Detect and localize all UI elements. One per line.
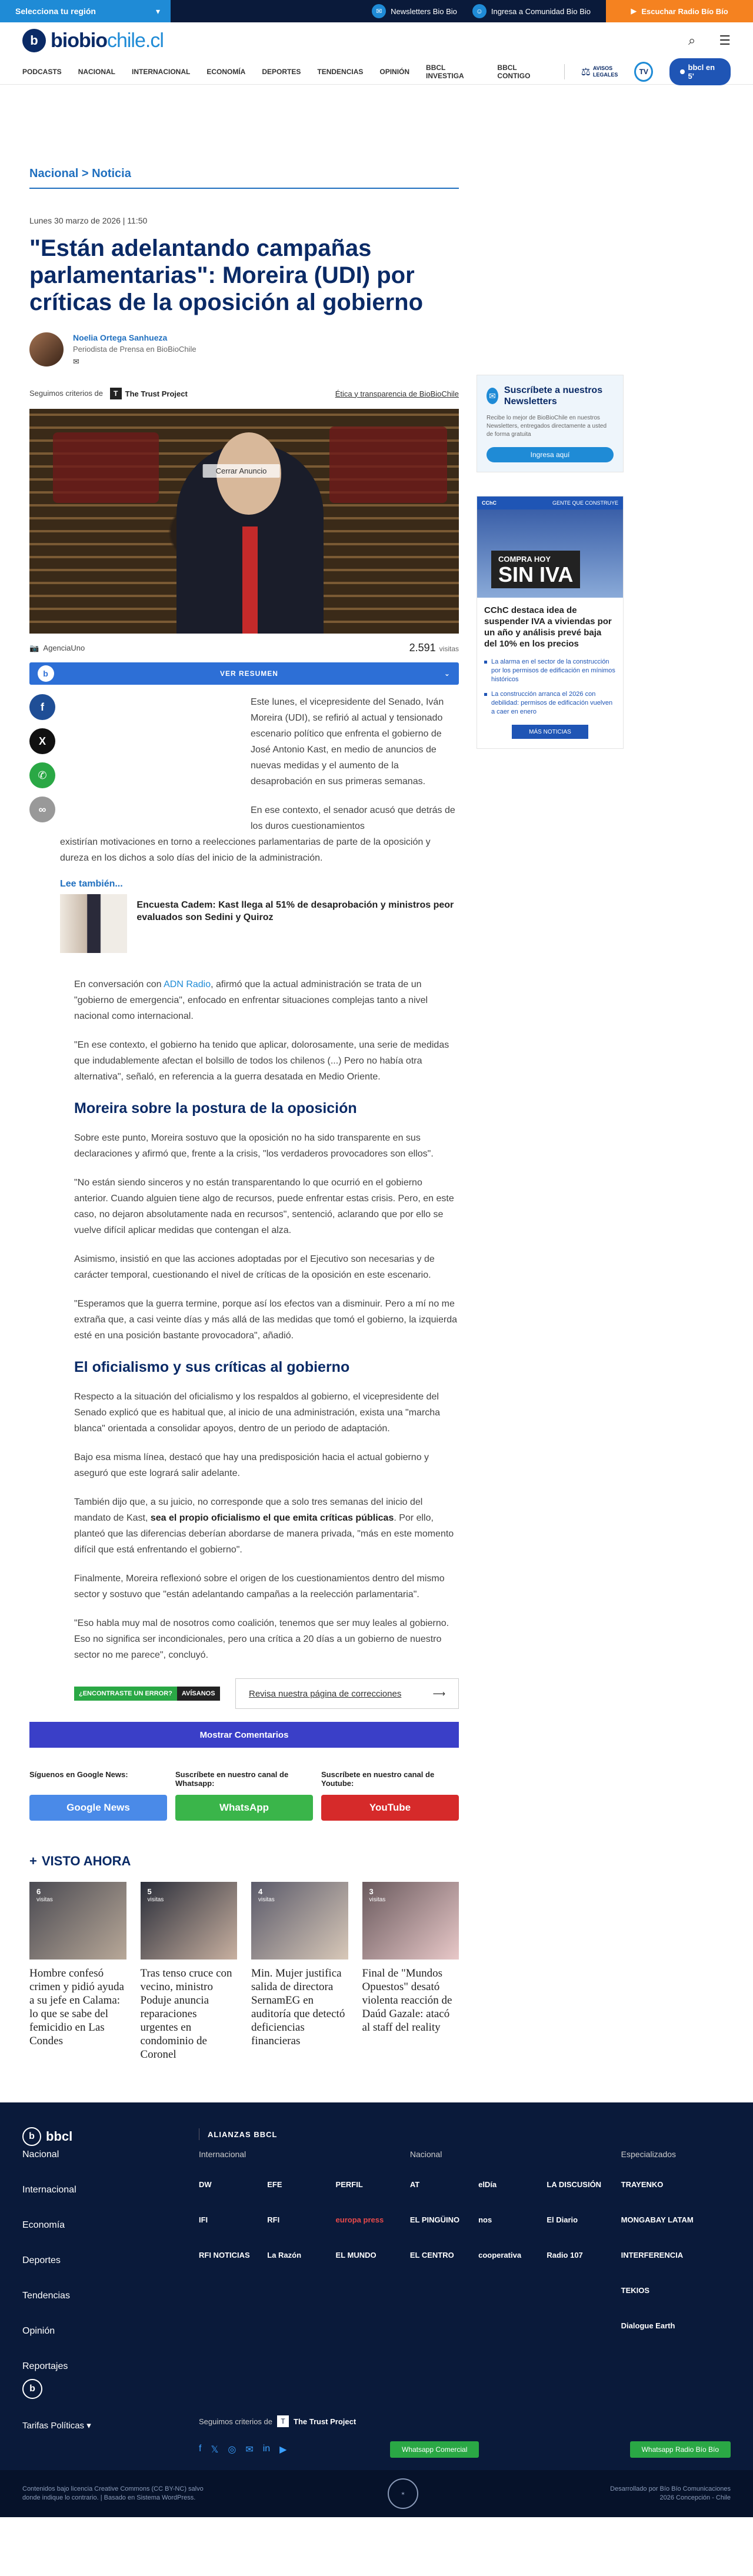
footer-menu (22, 2150, 199, 2397)
cchc-list-item[interactable]: La construcción arranca el 2026 con debilidad: permisos de edificación vuelven a caer en enero (484, 690, 616, 717)
site-header (0, 22, 753, 85)
search-icon[interactable]: ⌕ (688, 33, 696, 48)
visto-count-label: visitas (258, 1897, 275, 1903)
hero-bg-right (329, 426, 447, 503)
cchc-tagline: GENTE QUE CONSTRUYE (552, 500, 618, 506)
youtube-icon[interactable]: ▶ (279, 2445, 287, 2455)
tarifas-label: Tarifas Políticas (22, 2421, 85, 2431)
nav-item-internacional[interactable]: INTERNACIONAL (132, 68, 191, 76)
partner-logo[interactable]: MONGABAY LATAM (621, 2215, 694, 2224)
visto-count (258, 1888, 275, 1904)
partner-logo[interactable]: nos (478, 2215, 492, 2224)
footer-legal (0, 2470, 753, 2517)
region-label: Selecciona tu región (15, 6, 96, 16)
partner-logo[interactable]: IFI (199, 2215, 208, 2224)
corrections-link[interactable] (235, 1678, 459, 1709)
partner-logo[interactable]: LA DISCUSIÓN (547, 2180, 602, 2189)
main-nav (0, 59, 753, 85)
p3-pre: En conversación con (74, 979, 164, 989)
read-also-thumbnail (60, 894, 127, 953)
visto-count (369, 1888, 386, 1904)
view-count (409, 642, 459, 654)
visto-thumbnail (29, 1882, 126, 1960)
play-icon: ▶ (631, 6, 637, 15)
bbcl-logo-icon: b (38, 665, 54, 682)
partner-logo[interactable]: DW (199, 2180, 212, 2189)
p11-a: También dijo que, a su juicio, no corresponde que a solo tres semanas del inicio del mandato de Kast, (74, 1497, 423, 1523)
cchc-more-news-button[interactable]: MÁS NOTICIAS (512, 725, 588, 739)
nav-item-tendencias[interactable]: TENDENCIAS (317, 68, 364, 76)
corrections-label: Revisa nuestra página de correcciones (249, 1688, 402, 1699)
visto-headline: Tras tenso cruce con vecino, ministro Poduje anuncia reparaciones urgentes en condominio de Coronel (140, 1967, 232, 2061)
logo-text (51, 29, 164, 52)
partner-logo[interactable]: Radio 107 (547, 2250, 583, 2260)
facebook-icon[interactable]: f (199, 2444, 202, 2454)
newsletter-text: Recibe lo mejor de BioBioChile en nuestros Newsletters, entregados directamente a usted de forma gratuita (487, 415, 607, 438)
visto-count-label: visitas (369, 1897, 386, 1903)
visto-headline: Min. Mujer justifica salida de directora SernamEG en auditoría que detectó deficiencias financieras (251, 1967, 345, 2047)
paragraph: Respecto a la situación del oficialismo y los respaldos al gobierno, el vicepresidente del Senado explicó que es habitual que, al inicio de una administración, exista una "marcha blanca" orientada a consolidar apoyos, dentro de un periodo de adaptación. (74, 1392, 441, 1434)
paragraph: "Esperamos que la guerra termine, porque así los efectos van a disminuir. Pero a mí no me extraña que, a casi veinte días y más allá de las medidas que tomó el gobierno, la izquierda esté en una posición bastante provocadora", añadió. (74, 1299, 458, 1341)
visto-thumbnail (251, 1882, 348, 1960)
whatsapp-radio-button[interactable]: Whatsapp Radio Bío Bío (630, 2441, 731, 2458)
summary-label: VER RESUMEN (219, 669, 278, 678)
footer-trust-name[interactable]: The Trust Project (294, 2417, 356, 2426)
avisos-label (593, 65, 618, 78)
read-also-title[interactable]: Encuesta Cadem: Kast llega al 51% de desaprobación y ministros peor evaluados son Sedini y Quiroz (136, 900, 454, 922)
newsletters-label: Newsletters Bio Bio (391, 6, 457, 16)
breadcrumb[interactable]: Nacional > Noticia (29, 167, 459, 189)
visto-count-number: 6 (36, 1887, 41, 1896)
social-links (199, 2444, 286, 2455)
footer-brand-text: bbcl (46, 2129, 73, 2144)
partners-national (410, 2150, 609, 2397)
footer-link-tendencias[interactable]: Tendencias (22, 2291, 70, 2301)
chevron-down-icon: ▾ (86, 2421, 91, 2431)
follow-google-label: Síguenos en Google News: (29, 1770, 128, 1779)
visto-headline: Hombre confesó crimen y pidió ayuda a su jefe en Calama: lo que se sabe del femicidio en Las Condes (29, 1967, 124, 2047)
partner-logo[interactable]: RFI NOTICIAS (199, 2250, 250, 2260)
report-error-button[interactable] (74, 1687, 220, 1701)
tv-link[interactable] (634, 62, 653, 82)
live-button[interactable] (669, 58, 731, 85)
cchc-headline[interactable]: CChC destaca idea de suspender IVA a viviendas por un año y análisis prevé baja del 10% en los precios (484, 605, 612, 649)
visto-count-number: 3 (369, 1887, 374, 1896)
radio-label: Escuchar Radio Bío Bío (641, 6, 728, 16)
mail-icon: ✉ (372, 4, 386, 18)
footer-link-nacional[interactable]: Nacional (22, 2150, 59, 2160)
site-logo[interactable] (22, 29, 164, 52)
nav-item-opinion[interactable]: OPINIÓN (379, 68, 410, 76)
paragraph: "Eso habla muy mal de nosotros como coalición, tenemos que ser muy leales al gobierno. Eso no significa ser incondicionales, pero una crítica a 20 días a un gobierno de nuestro sector no me parece", concluyó. (74, 1618, 449, 1660)
photo-meta (29, 634, 459, 662)
trust-t-icon: T (277, 2415, 289, 2427)
visto-thumbnail (141, 1882, 238, 1960)
trust-block (29, 388, 188, 399)
tv-label: TV (639, 68, 648, 76)
cchc-image (477, 509, 623, 598)
nav-item-nacional[interactable]: NACIONAL (78, 68, 116, 76)
views-number: 2.591 (409, 642, 436, 654)
partner-logo[interactable]: AT (409, 2180, 420, 2189)
partner-logo[interactable]: europa press (335, 2215, 384, 2224)
whatsapp-comercial-button[interactable]: Whatsapp Comercial (390, 2441, 479, 2458)
bbcl-logo-icon: b (22, 2127, 41, 2146)
article-date: Lunes 30 marzo de 2026 | 11:50 (29, 216, 148, 225)
visto-count (148, 1888, 164, 1904)
author-name[interactable]: Noelia Ortega Sanhueza (73, 332, 168, 342)
partners-international (199, 2150, 398, 2397)
visto-ahora-section (29, 1854, 459, 2061)
scale-icon: ⚖ (581, 65, 591, 78)
alianzas-heading: ALIANZAS BBCL (199, 2128, 277, 2140)
legal-left: Contenidos bajo licencia Creative Commons (CC BY-NC) salvo donde indique lo contrario. | Basado en Sistema WordPress. (22, 2485, 204, 2501)
paragraph: "En ese contexto, el gobierno ha tenido que aplicar, dolorosamente, una serie de medidas que indudablemente afectan el bolsillo de todos los chilenos (...) Pero no había otra alternativa", señaló, en referencia a la guerra desatada en Medio Oriente. (74, 1040, 449, 1082)
avisos-line1: AVISOS (592, 65, 613, 71)
paragraph: Bajo esa misma línea, destacó que hay una predisposición hacia el actual gobierno y aseguró que este logrará salir adelante. (74, 1452, 429, 1478)
logo-mark-icon: b (22, 29, 46, 52)
nav-divider (564, 64, 565, 79)
article-title: "Están adelantando campañas parlamentarias": Moreira (UDI) por críticas de la oposición al gobierno (29, 235, 424, 315)
newsletter-widget (477, 375, 624, 472)
youtube-button[interactable]: YouTube (321, 1795, 459, 1821)
trust-row (29, 388, 459, 399)
footer-trust (199, 2415, 356, 2427)
visto-item[interactable] (362, 1882, 459, 2061)
partners-international-title: Internacional (199, 2150, 246, 2159)
avisos-legales-link[interactable] (581, 65, 618, 78)
whatsapp-icon[interactable]: ✆ (29, 762, 55, 788)
paragraph: Sobre este punto, Moreira sostuvo que la oposición no ha sido transparente en sus declaraciones y afirmó que, frente a la crisis, "los verdaderos provocadores son ellos". (74, 1133, 434, 1159)
article-column (29, 167, 459, 2061)
read-also-label: Lee también... (60, 879, 123, 889)
footer-link-internacional[interactable]: Internacional (22, 2185, 76, 2195)
partner-logo[interactable]: RFI (267, 2215, 280, 2224)
logo-main: biobio (51, 29, 107, 52)
paragraph: "No están siendo sinceros y no están transparentando lo que ocurrió en el gobierno anterior. Cuando alguien tiene algo de recursos, puede enfrentar estas crisis. Pero, en este caso, no dejaron absolutamente nada en recursos", sentenció, aclarando que por ello se vuelve difícil aplicar medidas que contengan el alza. (74, 1178, 454, 1235)
email-icon[interactable]: ✉ (245, 2445, 254, 2455)
footer-trust-prefix: Seguimos criterios de (199, 2417, 272, 2426)
section-heading: Moreira sobre la postura de la oposición (74, 1100, 357, 1117)
summary-button[interactable] (29, 662, 459, 685)
facebook-icon[interactable]: f (29, 694, 55, 720)
listen-radio-button[interactable] (606, 0, 753, 22)
visto-count (36, 1888, 53, 1904)
partner-logo[interactable]: cooperativa (478, 2250, 522, 2260)
author-block (29, 332, 459, 366)
mail-icon: ✉ (487, 388, 498, 404)
adn-radio-link[interactable]: ADN Radio (164, 979, 211, 989)
user-icon: ☺ (472, 4, 487, 18)
partner-logo[interactable]: EL CENTRO (409, 2250, 454, 2260)
trust-prefix: Seguimos criterios de (29, 389, 103, 398)
nav-item-podcasts[interactable]: PODCASTS (22, 68, 62, 76)
visto-item[interactable] (29, 1882, 126, 2061)
partners-specialized-title: Especializados (621, 2150, 677, 2159)
footer-link-reportajes[interactable]: Reportajes (22, 2361, 68, 2371)
linkedin-icon[interactable]: in (262, 2444, 271, 2454)
x-icon[interactable]: X (29, 728, 55, 754)
nav-item-economia[interactable]: ECONOMÍA (206, 68, 246, 76)
partner-logo[interactable]: elDía (478, 2180, 497, 2189)
p3-post: , afirmó que la actual administración se trata de un "gobierno de emergencia", enfocado en enfrentar situaciones complejas tanto a nivel nacional como internacional. (74, 979, 428, 1021)
cchc-sign (491, 551, 580, 588)
visto-item[interactable] (141, 1882, 238, 2061)
community-label: Ingresa a Comunidad Bio Bio (491, 6, 591, 16)
partner-logo[interactable]: INTERFERENCIA (621, 2250, 684, 2260)
follow-youtube-label: Suscríbete en nuestro canal de Youtube: (321, 1770, 435, 1788)
chevron-down-icon: ⌄ (444, 669, 451, 678)
paragraph (74, 977, 459, 1024)
newsletter-title: Suscríbete a nuestros Newsletters (504, 385, 603, 406)
paragraph: En ese contexto, el senador acusó que detrás de los duros cuestionamientos (251, 805, 455, 831)
avisos-line2: LEGALES (592, 72, 618, 78)
sidebar (477, 167, 624, 2061)
logo-suffix: chile.cl (106, 29, 164, 52)
cchc-widget (477, 496, 624, 749)
paragraph: Finalmente, Moreira reflexionó sobre el origen de los cuestionamientos dentro del mismo sector y sostuvo que "están adelantando campañas a la reelección parlamentaria". (74, 1574, 445, 1599)
region-selector[interactable] (0, 0, 171, 22)
error-report-row (74, 1678, 459, 1709)
follow-block (29, 1770, 459, 1821)
partners-national-title: Nacional (409, 2150, 442, 2159)
visto-item[interactable] (251, 1882, 348, 2061)
paragraph: Este lunes, el vicepresidente del Senado, Iván Moreira (UDI), se refirió al actual y tensionado escenario político que enfrenta el gobierno de José Antonio Kast, en medio de anuncios de nuevas medidas y el aumento de la desaprobación en sus primeras semanas. (251, 697, 444, 787)
nav-item-bbcl-investiga[interactable]: BBCL INVESTIGA (426, 64, 464, 80)
site-footer (0, 2102, 753, 2517)
close-ad-button[interactable]: Cerrar Anuncio (203, 464, 280, 478)
section-heading: El oficialismo y sus críticas al gobierno (74, 1359, 350, 1375)
footer-link-economia[interactable]: Economía (22, 2220, 65, 2230)
footer-logo[interactable]: b (22, 2379, 42, 2399)
cchc-brand: CChC (482, 500, 497, 506)
show-comments-button[interactable]: Mostrar Comentarios (29, 1722, 459, 1748)
visto-count-label: visitas (147, 1897, 164, 1903)
article-body-continued (29, 977, 459, 1709)
visto-thumbnail (362, 1882, 459, 1960)
footer-link-opinion[interactable]: Opinión (22, 2326, 55, 2336)
visto-count-number: 4 (258, 1887, 263, 1896)
article-body (29, 694, 459, 866)
report-error-label: ¿ENCONTRASTE UN ERROR? (74, 1687, 177, 1701)
chevron-down-icon: ▾ (155, 6, 160, 16)
visto-headline: Final de "Mundos Opuestos" desató violenta reacción de Daúd Gazale: atacó al staff del reality (362, 1967, 452, 2034)
visto-ahora-title (29, 1854, 459, 1869)
photo-credit: AgenciaUno (43, 643, 85, 652)
hero-tie (242, 526, 258, 634)
partners-specialized (621, 2150, 731, 2397)
follow-whatsapp-label: Suscríbete en nuestro canal de Whatsapp: (175, 1770, 289, 1788)
newsletters-link[interactable] (372, 4, 457, 18)
visto-count-label: visitas (36, 1897, 53, 1903)
read-also-block[interactable] (60, 879, 459, 953)
nav-item-deportes[interactable]: DEPORTES (262, 68, 301, 76)
plus-icon: + (29, 1854, 37, 1868)
footer-brand[interactable] (22, 2124, 199, 2150)
partner-logo[interactable]: PERFIL (335, 2180, 363, 2189)
partner-logo[interactable]: EL MUNDO (335, 2250, 376, 2260)
views-label: visitas (439, 645, 459, 653)
hero-image (29, 409, 459, 634)
cchc-sign-line2: SIN IVA (498, 562, 574, 586)
partner-logo[interactable]: EFE (267, 2180, 282, 2189)
photo-credit-block (29, 644, 85, 653)
visto-title-text: VISTO AHORA (41, 1854, 131, 1868)
live-dot-icon (680, 69, 684, 74)
report-error-cta: AVÍSANOS (177, 1687, 220, 1701)
hero-bg-left (53, 432, 159, 503)
arrow-right-icon: ⟶ (432, 1689, 445, 1699)
cchc-list-item[interactable]: La alarma en el sector de la construcción por los permisos de edificación en mínimos históricos (484, 658, 616, 684)
seal-icon: ✶ (388, 2478, 418, 2509)
ethics-link[interactable]: Ética y transparencia de BioBioChile (335, 389, 459, 398)
author-mail-icon[interactable]: ✉ (73, 356, 79, 366)
camera-icon: 📷 (29, 643, 39, 652)
trust-t-icon: T (110, 388, 122, 399)
cchc-header (477, 496, 623, 509)
author-role: Periodista de Prensa en BioBioChile (73, 344, 196, 354)
x-icon[interactable]: 𝕏 (211, 2445, 219, 2455)
paragraph: Asimismo, insistió en que las acciones adoptadas por el Ejecutivo son necesarias y de carácter temporal, cuestionando el nivel de críticas de la oposición en este escenario. (74, 1254, 435, 1280)
footer-link-deportes[interactable]: Deportes (22, 2255, 61, 2265)
partner-logo[interactable]: El Diario (547, 2215, 578, 2224)
paragraph (74, 1494, 459, 1558)
author-avatar (29, 332, 64, 366)
legal-right: Desarrollado por Bío Bío Comunicaciones 2026 Concepción - Chile (610, 2485, 731, 2501)
trust-name: The Trust Project (125, 389, 188, 398)
partner-logo[interactable]: Dialogue Earth (621, 2321, 675, 2330)
paragraph: existirían motivaciones en torno a reelecciones parlamentarias de parte de la oposición y dureza en los dichos a solo días del inicio de la administración. (60, 837, 431, 863)
partner-logo[interactable]: TRAYENKO (621, 2180, 664, 2189)
whatsapp-button[interactable]: WhatsApp (175, 1795, 313, 1821)
nav-item-bbcl-contigo[interactable]: BBCL CONTIGO (497, 64, 531, 80)
partner-logo[interactable]: EL PINGÜINO (409, 2215, 460, 2224)
trust-project-logo[interactable] (110, 388, 188, 399)
partner-logo[interactable]: La Razón (267, 2250, 302, 2260)
sidebar-spacer (477, 472, 624, 496)
community-link[interactable] (472, 4, 591, 18)
share-bar (29, 694, 55, 822)
p11-bold: sea el propio oficialismo el que emita críticas públicas (150, 1513, 394, 1523)
instagram-icon[interactable]: ◎ (228, 2445, 236, 2455)
visto-count-number: 5 (147, 1887, 152, 1896)
partner-logo[interactable]: TEKIOS (621, 2285, 650, 2295)
tarifas-politicas-link[interactable] (22, 2420, 731, 2431)
p11-c: . Por ello, planteó que las diferencias deberían abordarse de manera privada, "más en este momento difícil que está enfrentando el gobierno". (74, 1513, 454, 1555)
newsletter-signup-button[interactable]: Ingresa aquí (487, 447, 614, 462)
top-bar (0, 0, 753, 22)
link-icon[interactable]: ∞ (29, 797, 55, 822)
cchc-sign-line1: COMPRA HOY (498, 555, 551, 564)
google-news-button[interactable]: Google News (29, 1795, 167, 1821)
menu-icon[interactable]: ☰ (719, 33, 731, 48)
live-label: bbcl en 5' (688, 63, 715, 81)
